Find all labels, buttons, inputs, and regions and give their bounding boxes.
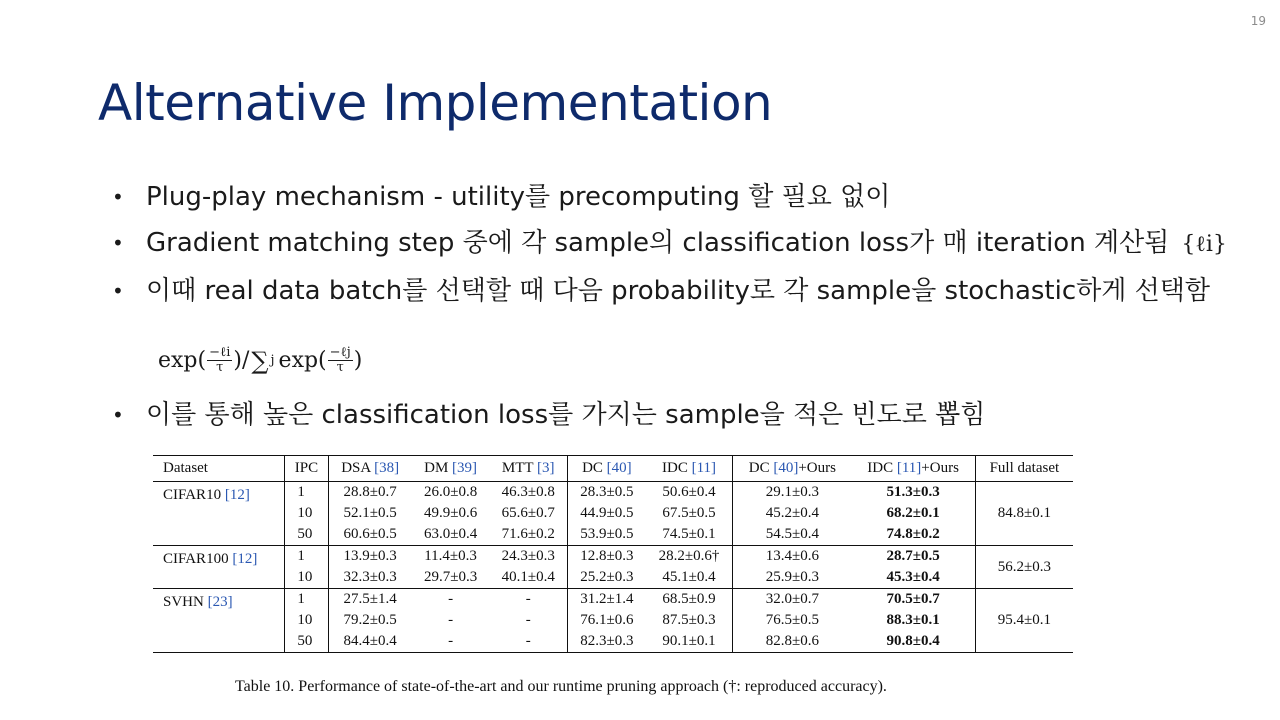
cell-mtt: 65.6±0.7 [501,505,555,521]
cell-ipc: 1 [285,546,328,568]
cell-idc: 74.5±0.1 [662,526,716,542]
cell-idc-ours: 88.3±0.1 [886,612,940,628]
cell-ipc: 10 [285,503,328,524]
cell-dc-ours: 13.4±0.6 [733,546,852,568]
cell-dsa: 27.5±1.4 [328,589,412,611]
cell-full-dataset: 84.8±0.1 [975,482,1073,546]
formula-exp: exp( [278,348,327,373]
dataset-name-cell: CIFAR10 [12] [163,487,250,503]
cell-dc-ours: 25.9±0.3 [733,567,852,589]
formula-divider: )/ [233,348,250,373]
header-dc-ours: DC [40]+Ours [733,456,852,482]
cell-ipc: 1 [285,589,328,611]
cell-mtt: - [525,612,531,628]
cell-idc-ours: 70.5±0.7 [886,591,940,607]
cell-dc-ours: 82.8±0.6 [733,631,852,653]
table-row [153,546,1073,568]
cell-idc-ours: 51.3±0.3 [886,484,940,500]
cell-idc: 67.5±0.5 [662,505,716,521]
cell-idc: 45.1±0.4 [662,569,716,585]
table-row [153,503,1073,524]
formula-exp: exp( [158,348,207,373]
table-row [153,567,1073,589]
cell-mtt: 46.3±0.8 [501,484,555,500]
cell-dm: 26.0±0.8 [423,484,478,500]
cell-dsa: 79.2±0.5 [328,610,412,631]
cell-dc: 25.2±0.3 [568,567,646,589]
header-dsa: DSA [38] [328,456,412,482]
bullet-item [112,400,985,430]
page-number: 19 [1250,14,1266,28]
results-table-container [153,455,1073,653]
cell-idc: 28.2±0.6† [658,548,720,564]
cell-dm: 49.9±0.6 [423,505,478,521]
cell-dsa: 13.9±0.3 [328,546,412,568]
cell-idc: 90.1±0.1 [662,633,716,649]
cell-ipc: 1 [285,482,328,504]
cell-dc: 12.8±0.3 [568,546,646,568]
formula-denominator: τ [336,360,344,375]
header-dataset: Dataset [163,460,208,476]
table-row [153,631,1073,653]
cell-dsa: 60.6±0.5 [328,524,412,546]
table-row [153,589,1073,611]
bullet-item [112,228,1227,260]
cell-dc-ours: 29.1±0.3 [733,482,852,504]
cell-idc-ours: 68.2±0.1 [886,505,940,521]
header-idc-ours: IDC [11]+Ours [867,460,959,476]
cell-dc: 82.3±0.3 [568,631,646,653]
bullet-text: Gradient matching step 중에 각 sample의 classification loss가 매 iteration 계산됨 [146,228,1170,258]
formula-fraction [207,346,232,375]
bullet-item [112,182,890,212]
cell-dsa: 52.1±0.5 [328,503,412,524]
cell-dc: 44.9±0.5 [568,503,646,524]
cell-dc: 53.9±0.5 [568,524,646,546]
cell-dm: 29.7±0.3 [423,569,478,585]
table-caption: Table 10. Performance of state-of-the-art and our runtime pruning approach (†: reproduced accuracy). [235,678,887,695]
bullet-item [112,276,1226,306]
dataset-name-cell: SVHN [23] [163,594,233,610]
bullet-text: Plug-play mechanism - utility를 precomputing 할 필요 없이 [146,182,891,212]
table-header-row [153,456,1073,482]
cell-full-dataset: 56.2±0.3 [975,546,1073,589]
cell-mtt: - [525,591,531,607]
table-body [153,482,1073,653]
slide-title: Alternative Implementation [98,74,773,132]
results-table [153,455,1073,653]
cell-idc: 68.5±0.9 [662,591,716,607]
cell-dm: 11.4±0.3 [424,548,477,564]
cell-ipc: 10 [285,567,328,589]
formula-fraction [328,346,353,375]
cell-dc: 31.2±1.4 [568,589,646,611]
cell-dc: 76.1±0.6 [568,610,646,631]
cell-dm: - [448,633,454,649]
cell-mtt: 24.3±0.3 [501,548,555,564]
formula-numerator: −ℓj [329,345,351,360]
cell-dsa: 32.3±0.3 [328,567,412,589]
header-idc: IDC [11] [662,460,717,476]
cell-mtt: 40.1±0.4 [501,569,555,585]
cell-idc-ours: 45.3±0.4 [886,569,940,585]
formula-sum: ∑ [251,346,269,375]
cell-dm: 63.0±0.4 [423,526,478,542]
cell-dc-ours: 45.2±0.4 [733,503,852,524]
bullet-text: 이때 real data batch를 선택할 때 다음 probability로 각 sample을 stochastic하게 선택함 [146,276,1210,306]
table-row [153,610,1073,631]
header-ipc: IPC [285,456,328,482]
cell-mtt: 71.6±0.2 [501,526,555,542]
cell-dc-ours: 32.0±0.7 [733,589,852,611]
cell-idc-ours: 74.8±0.2 [886,526,940,542]
cell-ipc: 10 [285,610,328,631]
header-dc: DC [40] [568,456,646,482]
table-row [153,524,1073,546]
table-row [153,482,1073,504]
dataset-name-cell: CIFAR100 [12] [163,551,258,567]
header-mtt: MTT [3] [501,460,555,476]
header-dm: DM [39] [424,460,478,476]
cell-dm: - [448,591,454,607]
cell-idc: 87.5±0.3 [662,612,716,628]
formula-close: ) [353,348,363,373]
cell-dm: - [448,612,454,628]
cell-idc: 50.6±0.4 [662,484,716,500]
header-full-dataset: Full dataset [975,456,1073,482]
cell-ipc: 50 [285,631,328,653]
cell-idc-ours: 28.7±0.5 [886,548,940,564]
cell-dsa: 84.4±0.4 [328,631,412,653]
cell-full-dataset: 95.4±0.1 [975,589,1073,653]
cell-dc-ours: 54.5±0.4 [733,524,852,546]
formula-denominator: τ [216,360,224,375]
cell-dsa: 28.8±0.7 [328,482,412,504]
formula-numerator: −ℓi [209,345,231,360]
cell-mtt: - [525,633,531,649]
loss-set-math: {ℓi} [1181,232,1227,257]
cell-dc: 28.3±0.5 [568,482,646,504]
cell-dc-ours: 76.5±0.5 [733,610,852,631]
cell-ipc: 50 [285,524,328,546]
sampling-probability-formula [158,346,362,375]
bullet-text: 이를 통해 높은 classification loss를 가지는 sample을 적은 빈도로 뽑힘 [146,400,986,430]
cell-idc-ours: 90.8±0.4 [886,633,940,649]
formula-sum-index: j [270,353,275,368]
